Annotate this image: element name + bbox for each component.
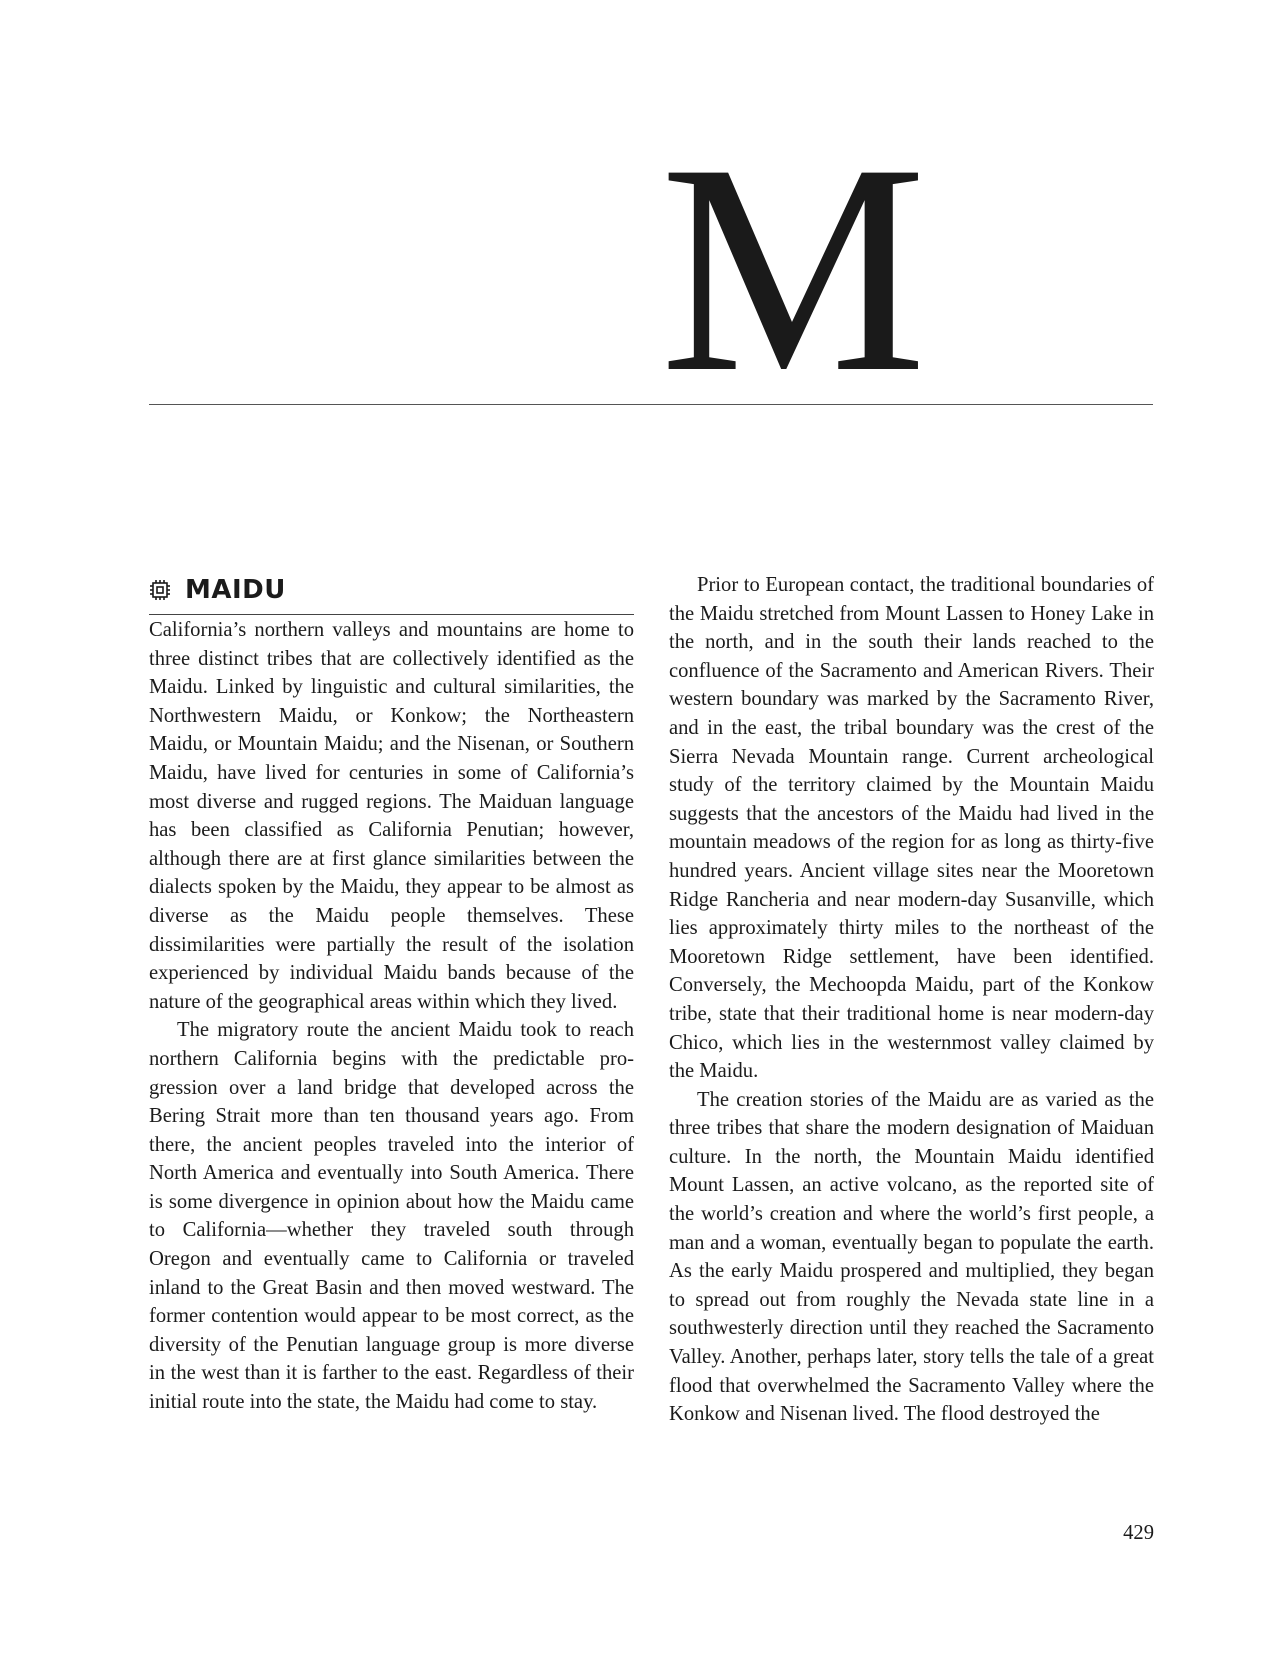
chapter-divider [149, 404, 1153, 405]
right-column [669, 571, 1154, 1429]
paragraph: Prior to European contact, the traditional boundaries of the Maidu stretched from Mount Lassen to Honey Lake in the north, and in the south their lands reached to the confluence of the Sacramento and American Rivers. Their western boundary was marked by the Sacramento River, and in the east, the tribal boundary was the crest of the Sierra Nevada Mountain range. Current archeological study of the territory claimed by the Mountain Maidu suggests that the ancestors of the Maidu had lived in the mountain meadows of the region for as long as thirty-five hundred years. Ancient village sites near the Mooretown Ridge Rancheria and near modern-day Susanville, which lies approximately thirty miles to the northeast of the Mooretown Ridge settlement, have been identified. Conversely, the Mechoopda Maidu, part of the Konkow tribe, state that their traditional home is near modern-day Chico, which lies in the westernmost valley claimed by the Maidu. [669, 574, 1154, 1083]
chapter-letter: M [660, 102, 927, 434]
entry-heading [149, 574, 634, 615]
maze-square-icon [149, 579, 171, 601]
entry-title: MAIDU [185, 575, 286, 605]
paragraph: The migratory route the ancient Maidu took to reach northern California begins with the predictable progression over a land bridge that developed across the Bering Strait more than ten thousand years ago. From there, the ancient peoples traveled into the interior of North America and eventually into South America. There is some divergence in opinion about how the Maidu came to California—whether they traveled south through Oregon and eventually came to California or traveled inland to the Great Basin and then moved westward. The former contention would appear to be most correct, as the diversity of the Penutian language group is more diverse in the west than it is farther to the east. Regardless of their initial route into the state, the Maidu had come to stay. [149, 1019, 634, 1414]
paragraph: California’s northern valleys and mountains are home to three distinct tribes that are collectively identified as the Maidu. Linked by linguistic and cultural similarities, the Northwestern Maidu, or Konkow; the Northeastern Maidu, or Mountain Maidu; and the Nisenan, or Southern Maidu, have lived for centuries in some of California’s most diverse and rugged regions. The Maiduan language has been classified as California Penutian; however, although there are at first glance similarities between the dialects spoken by the Maidu, they appear to be almost as diverse as the Maidu people themselves. These dissimilarities were partially the result of the isolation experienced by individual Maidu bands because of the nature of the geographical areas within which they lived. [149, 619, 634, 1013]
left-column [149, 616, 634, 1417]
page-number: 429 [1123, 1522, 1154, 1544]
paragraph: The creation stories of the Maidu are as varied as the three tribes that share the modern designation of Maiduan culture. In the north, the Mountain Maidu identified Mount Lassen, an active volcano, as the reported site of the world’s creation and where the world’s first people, a man and a woman, eventually began to populate the earth. As the early Maidu prospered and multiplied, they began to spread out from roughly the Nevada state line in a southwesterly direction until they reached the Sacramento Valley. Another, perhaps later, story tells the tale of a great flood that overwhelmed the Sacramento Valley where the Konkow and Nisenan lived. The flood destroyed the [669, 1088, 1154, 1426]
